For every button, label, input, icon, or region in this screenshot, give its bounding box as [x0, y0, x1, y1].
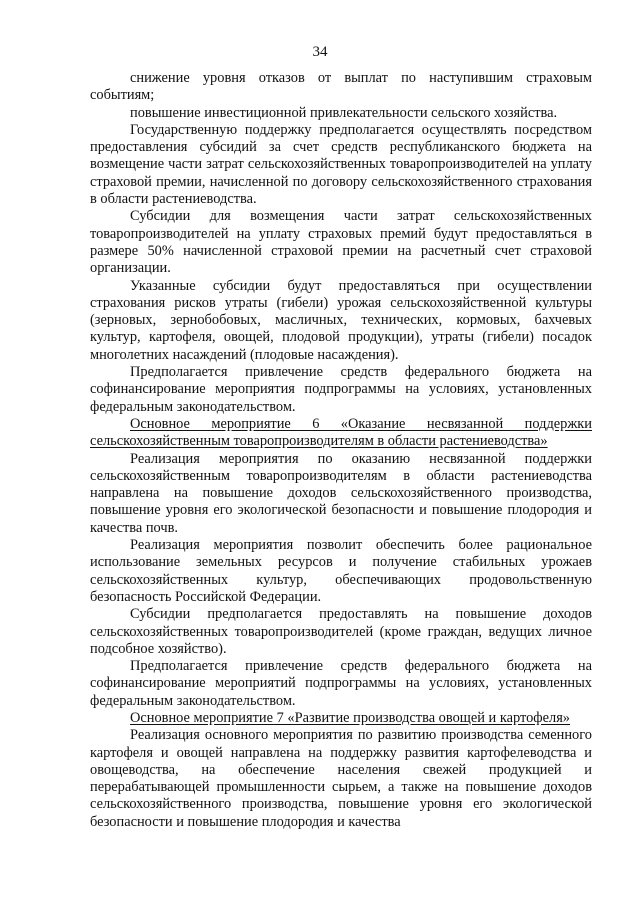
- paragraph: Государственную поддержку предполагается осуществлять посредством предоставления субсидий за счет средств республиканского бюджета на возмещение части затрат сельскохозяйственных товаропроизводителей на уплату страховой премии, начисленной по договору сельскохозяйственного страхования в области растениеводства.: [90, 121, 592, 208]
- paragraph: Указанные субсидии будут предоставляться при осуществлении страхования рисков утраты (гибели) урожая сельскохозяйственной культуры (зерновых, зернобобовых, масличных, технических, кормовых, бахчевых культур, картофеля, овощей, плодовой продукции), утраты (гибели) посадок многолетних насаждений (плодовые насаждения).: [90, 277, 592, 363]
- paragraph: Предполагается привлечение средств федерального бюджета на софинансирование мероприятий подпрограммы на условиях, установленных федеральным законодательством.: [90, 658, 592, 709]
- document-body: [90, 70, 592, 831]
- section-heading: Основное мероприятие 6 «Оказание несвязанной поддержки сельскохозяйственным товаропроизводителям в области растениеводства»: [90, 415, 592, 450]
- section-heading: Основное мероприятие 7 «Развитие производства овощей и картофеля»: [130, 709, 571, 726]
- paragraph: Реализация основного мероприятия по развитию производства семенного картофеля и овощей направлена на поддержку развития картофелеводства и овощеводства, на обеспечение населения свежей продукцией и перерабатывающей промышленности сырьем, а также на повышение доходов сельскохозяйственного производства, повышение уровня его экологической безопасности и повышение плодородия и качества: [90, 727, 592, 830]
- page-number: 34: [312, 44, 328, 60]
- paragraph: снижение уровня отказов от выплат по наступившим страховым событиям;: [90, 70, 592, 104]
- paragraph: Субсидии предполагается предоставлять на повышение доходов сельскохозяйственных товаропроизводителей (кроме граждан, ведущих личное подсобное хозяйство).: [90, 606, 592, 657]
- paragraph: Реализация мероприятия позволит обеспечить более рациональное использование земельных ресурсов и получение стабильных урожаев сельскохозяйственных культур, обеспечивающих продовольственную безопасность Российской Федерации.: [90, 537, 592, 605]
- paragraph: Предполагается привлечение средств федерального бюджета на софинансирование мероприятия подпрограммы на условиях, установленных федеральным законодательством.: [90, 364, 592, 415]
- paragraph: повышение инвестиционной привлекательности сельского хозяйства.: [130, 104, 558, 121]
- paragraph: Реализация мероприятия по оказанию несвязанной поддержки сельскохозяйственным товаропроизводителям в области растениеводства направлена на повышение доходов сельскохозяйственного производства, повышение уровня его экологической безопасности и повышение плодородия и качества почв.: [90, 450, 592, 536]
- paragraph: Субсидии для возмещения части затрат сельскохозяйственных товаропроизводителей на уплату страховых премий будут предоставляться в размере 50% начисленной страховой премии на расчетный счет страховой организации.: [90, 208, 592, 277]
